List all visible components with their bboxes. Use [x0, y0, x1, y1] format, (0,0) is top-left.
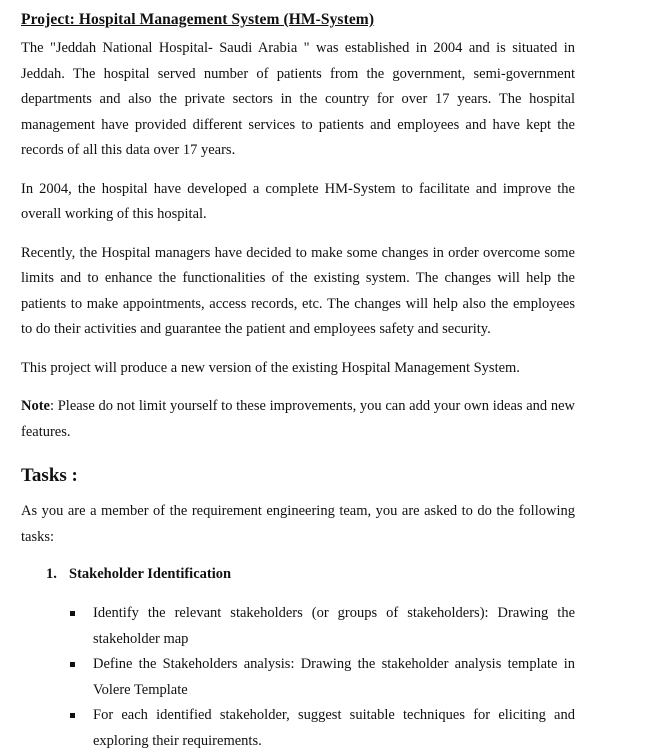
- note-label: Note: [21, 398, 50, 414]
- bullet-text: Define the Stakeholders analysis: Drawing the stakeholder analysis template in Volere Template: [93, 656, 575, 698]
- square-bullet-icon: [70, 662, 75, 667]
- intro-paragraph: The "Jeddah National Hospital- Saudi Arabia " was established in 2004 and is situated in Jeddah. The hospital served number of patients from the government, semi-government departments and also the private sectors in the country for over 17 years. The hospital management have provided different services to patients and employees and have kept the records of all this data over 17 years.: [21, 40, 575, 158]
- square-bullet-icon: [70, 713, 75, 718]
- item-title: Stakeholder Identification: [69, 566, 232, 582]
- project-paragraph: This project will produce a new version of the existing Hospital Management System.: [21, 359, 520, 376]
- changes-paragraph: Recently, the Hospital managers have decided to make some changes in order overcome some limits and to enhance the functionalities of the existing system. The changes will help the patients to make appointments, access records, etc. The changes will help also the employees to do their activities and guarantee the patient and employees safety and security.: [21, 244, 575, 337]
- numbered-item-stakeholder-identification: [46, 563, 575, 585]
- note-paragraph: [21, 394, 575, 445]
- bullet-item: [21, 652, 575, 703]
- tasks-heading: Tasks :: [21, 465, 78, 486]
- bullet-text: Identify the relevant stakeholders (or groups of stakeholders): Drawing the stakeholder map: [93, 605, 575, 647]
- bullet-item: [21, 601, 575, 652]
- square-bullet-icon: [70, 611, 75, 616]
- note-text: : Please do not limit yourself to these improvements, you can add your own ideas and new features.: [21, 398, 575, 440]
- document-page: [21, 10, 575, 754]
- history-paragraph: In 2004, the hospital have developed a complete HM-System to facilitate and improve the overall working of this hospital.: [21, 180, 575, 222]
- bullet-text: For each identified stakeholder, suggest suitable techniques for eliciting and exploring their requirements.: [93, 707, 575, 749]
- item-number: 1.: [46, 566, 57, 582]
- tasks-intro: As you are a member of the requirement engineering team, you are asked to do the following tasks:: [21, 503, 575, 545]
- task-bullet-list: [21, 601, 575, 754]
- bullet-item: [21, 703, 575, 754]
- document-title: Project: Hospital Management System (HM-System): [21, 11, 375, 28]
